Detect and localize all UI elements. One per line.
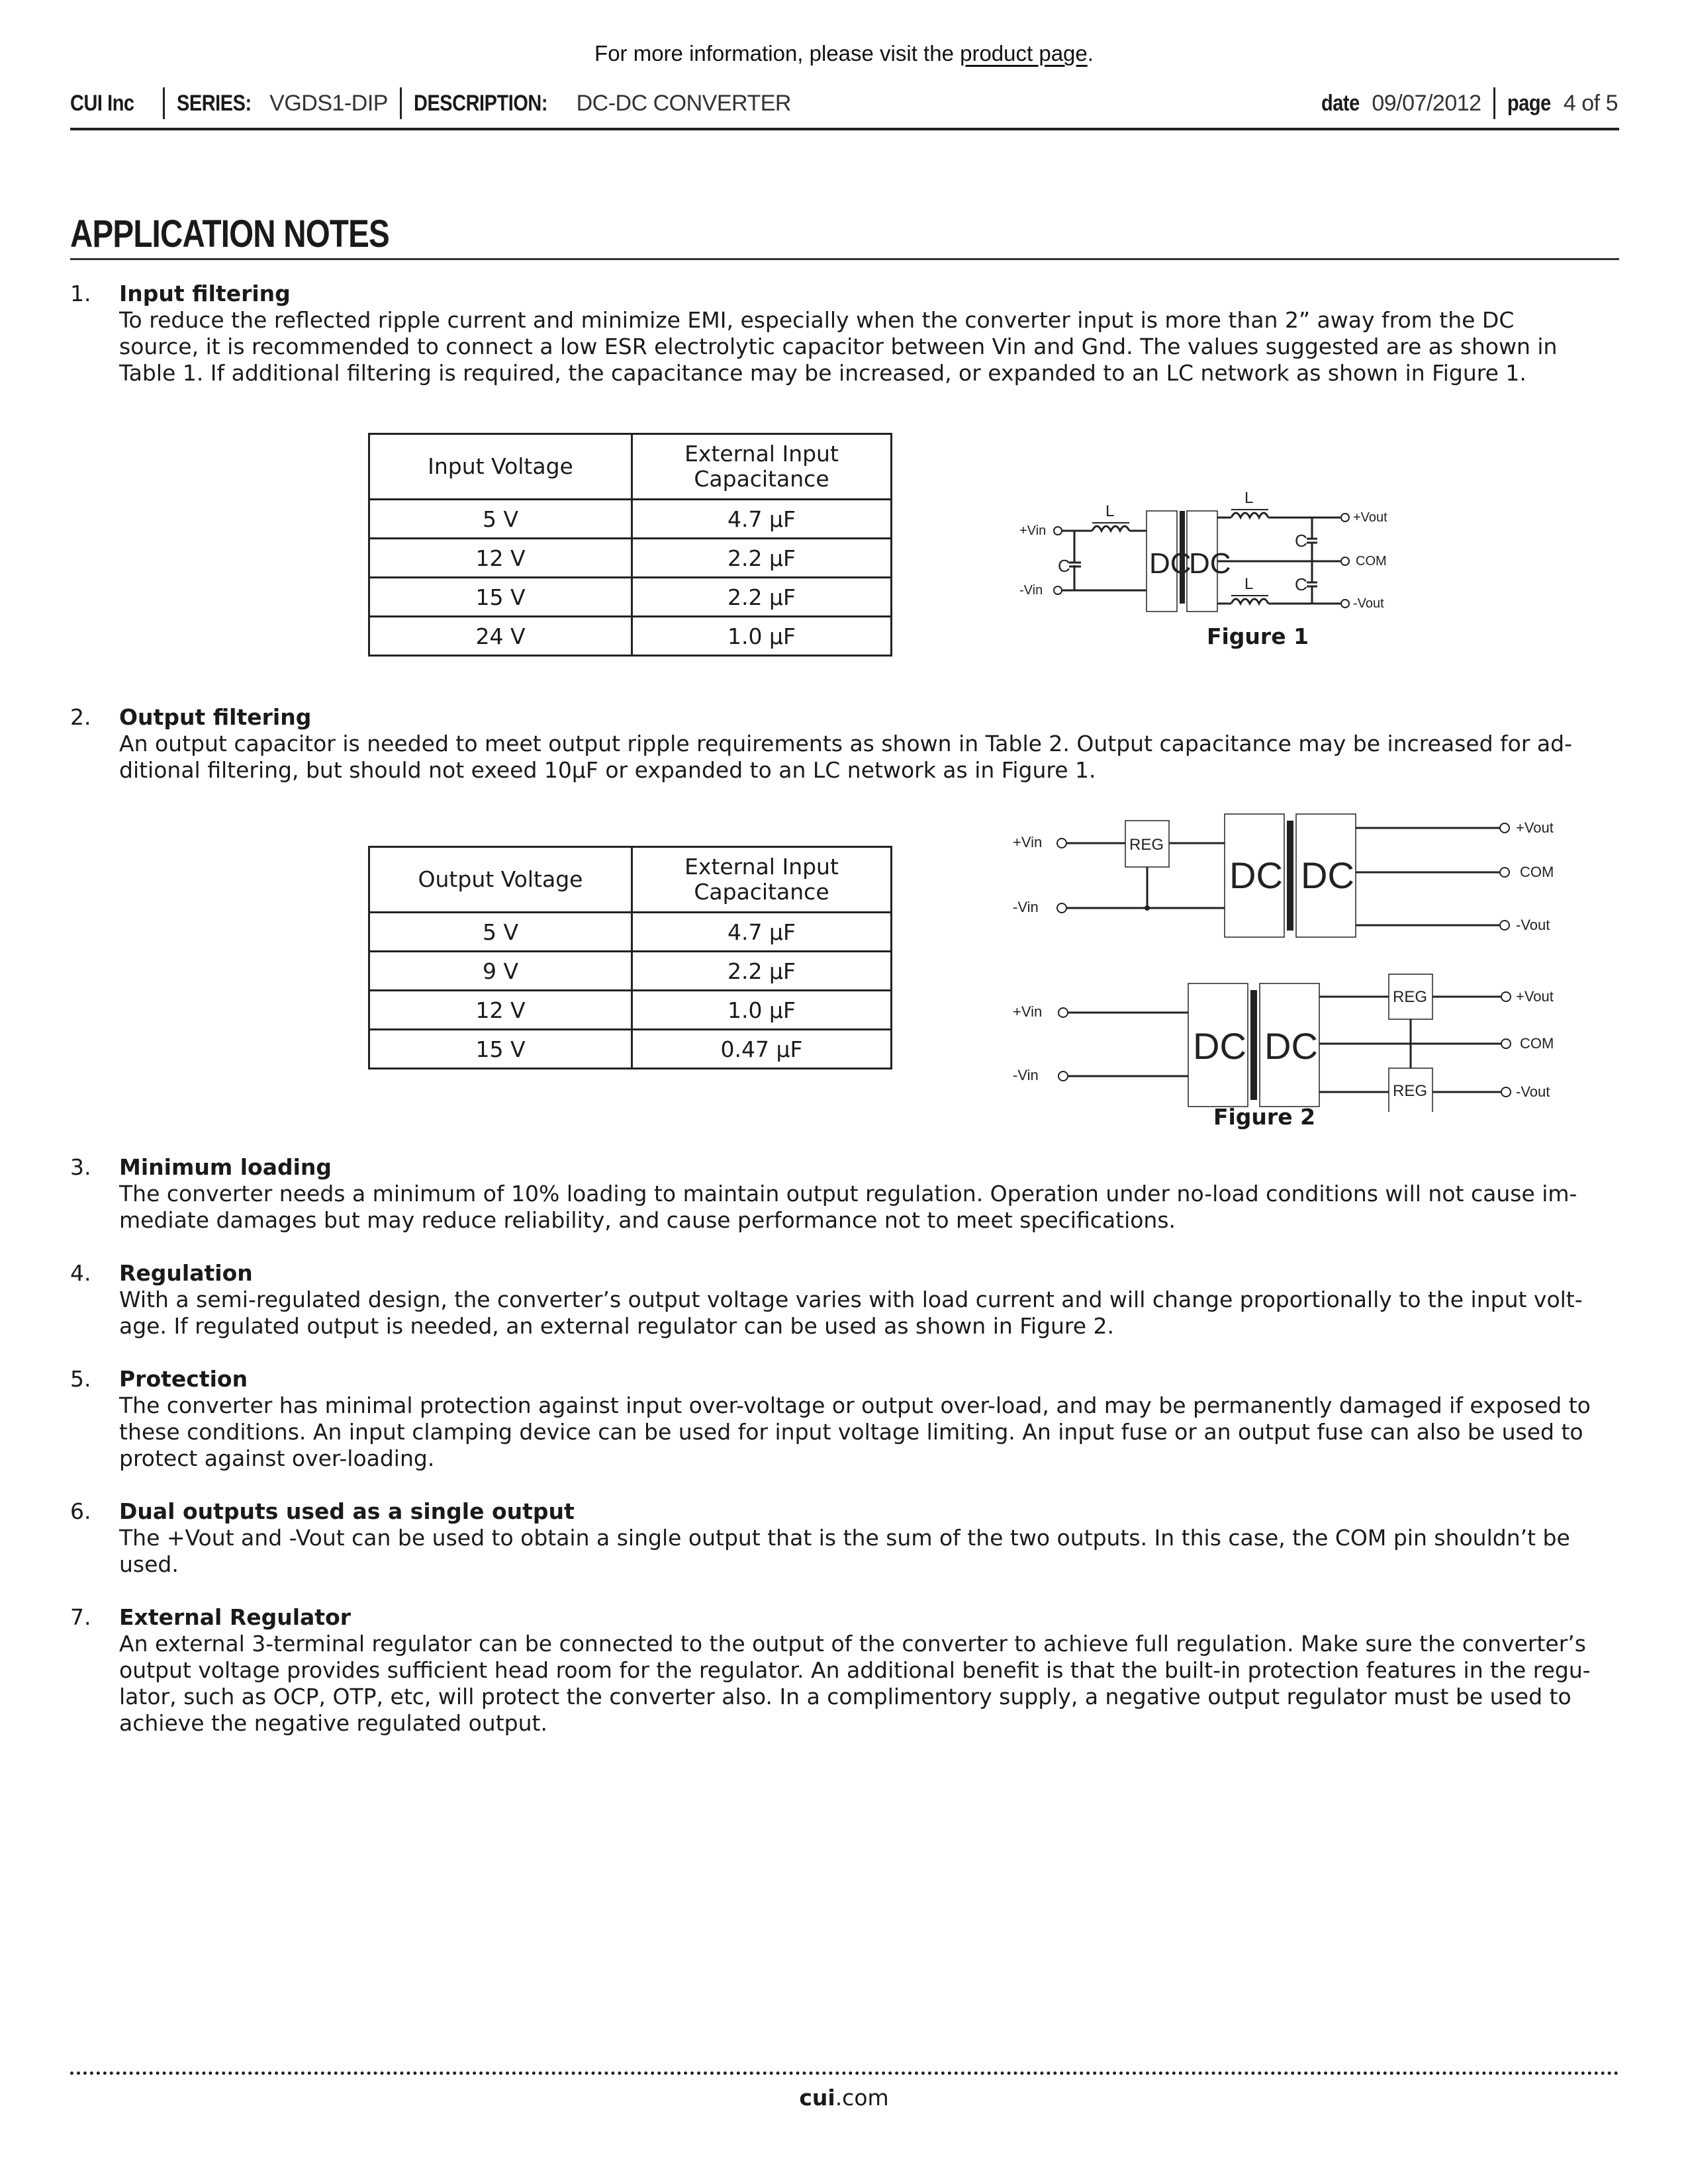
voltage-cell: 9 V [369,952,632,991]
series-label: SERIES: [176,90,252,116]
terminal-icon [1500,823,1509,833]
inductor-icon [1092,526,1129,531]
header-divider [400,87,402,119]
capacitance-cell: 2.2 µF [632,952,892,991]
vout-plus-label: +Vout [1516,988,1554,1005]
section-heading: Protection [119,1366,248,1392]
capacitance-cell: 1.0 µF [632,617,892,656]
table-row [369,539,892,578]
column-header: External Input Capacitance [632,434,892,500]
body-line: To reduce the reflected ripple current and minimize EMI, especially when the converter input is more than 2” away from the DC [119,307,1515,333]
inductor-label: L [1244,575,1254,593]
voltage-cell: 24 V [369,617,632,656]
dc-label: DC [1301,854,1354,896]
column-header: Input Voltage [369,434,632,500]
inductor-label: L [1105,502,1115,520]
column-header: External Input Capacitance [632,847,892,913]
body-line: lator, such as OCP, OTP, etc, will protect the converter also. In a complimentory supply, a negative output regulator must be used to [119,1684,1571,1709]
company-name: CUI Inc [70,90,134,116]
capacitance-cell: 0.47 µF [632,1030,892,1069]
voltage-cell: 5 V [369,913,632,952]
footer-domain[interactable]: .com [835,2085,889,2111]
terminal-icon [1501,1087,1511,1097]
figure-2-caption: Figure 2 [1213,1104,1316,1130]
vout-plus-label: +Vout [1516,819,1554,836]
voltage-cell: 5 V [369,500,632,539]
terminal-icon [1341,557,1349,565]
body-line: mediate damages but may reduce reliability, and cause performance not to meet specifications. [119,1207,1176,1233]
terminal-icon [1054,586,1062,594]
junction-dot [1145,905,1150,911]
section-heading: Dual outputs used as a single output [119,1498,575,1524]
section-body [119,1525,1619,1578]
section-body [119,731,1619,784]
terminal-icon [1054,527,1062,535]
capacitor-plates-icon [1069,563,1081,567]
vin-minus-label: -Vin [1019,583,1043,598]
footer-dotted-rule [70,2071,1619,2075]
note-prefix: For more information, please visit the [594,41,961,66]
section-number: 6. [70,1498,91,1524]
terminal-icon [1058,1071,1068,1081]
voltage-cell: 15 V [369,1030,632,1069]
vout-minus-label: -Vout [1516,917,1550,933]
dc-label: DC [1149,547,1192,580]
table-row [369,617,892,656]
body-line: An external 3-terminal regulator can be connected to the output of the converter to achieve full regulation. Make sure the converter’s [119,1631,1586,1657]
table-row [369,913,892,952]
reg-label: REG [1393,988,1428,1006]
terminal-icon [1058,1008,1068,1017]
body-line: age. If regulated output is needed, an external regulator can be used as shown in Figure 2. [119,1313,1114,1339]
page-label: page [1507,90,1551,116]
vout-minus-label: -Vout [1353,596,1384,611]
product-page-note [0,41,1688,66]
header-divider [1493,87,1495,119]
wire [1068,1013,1188,1076]
terminal-icon [1341,514,1349,522]
date-value: 09/07/2012 [1372,90,1481,116]
inductor-icon [1231,599,1268,604]
input-capacitance-table [368,433,892,657]
section-number: 3. [70,1154,91,1180]
table-row [369,1030,892,1069]
section-heading: Regulation [119,1260,253,1286]
section-body [119,1181,1619,1234]
section-number: 2. [70,704,91,730]
product-page-link[interactable]: product page [960,41,1088,66]
output-capacitance-table [368,846,892,1069]
terminal-icon [1500,868,1509,877]
inductor-icon [1231,513,1268,518]
com-label: COM [1356,554,1387,569]
terminal-icon [1501,992,1511,1001]
table-row [369,991,892,1030]
transformer-core [1250,990,1257,1100]
section-number: 4. [70,1260,91,1286]
body-line: protect against over-loading. [119,1445,435,1471]
column-header: Output Voltage [369,847,632,913]
body-line: Table 1. If additional filtering is required, the capacitance may be increased, or expanded to an LC network as shown in Figure 1. [119,360,1526,386]
body-line: used. [119,1551,179,1577]
terminal-icon [1057,839,1066,848]
footer-website [0,2085,1688,2111]
dc-label: DC [1189,547,1231,580]
header-divider [163,87,165,119]
table-header-row [369,847,892,913]
section-heading: External Regulator [119,1604,352,1630]
vout-minus-label: -Vout [1516,1083,1550,1100]
body-line: The +Vout and -Vout can be used to obtain a single output that is the sum of the two outputs. In this case, the COM pin shouldn’t be [119,1525,1570,1551]
section-body [119,307,1619,387]
capacitance-cell: 4.7 µF [632,913,892,952]
table-row [369,952,892,991]
figure-1-caption: Figure 1 [1206,623,1309,649]
section-number: 1. [70,281,91,306]
page-number: 4 of 5 [1563,90,1618,116]
document-header [70,87,1618,119]
dc-label: DC [1229,854,1283,896]
body-line: The converter has minimal protection against input over-voltage or output over-load, and may be permanently damaged if exposed to [119,1392,1591,1418]
footer-brand[interactable]: cui [799,2085,835,2111]
voltage-cell: 12 V [369,539,632,578]
vin-minus-label: -Vin [1013,1067,1039,1083]
dc-label: DC [1193,1025,1246,1067]
capacitor-label: C [1295,574,1307,594]
capacitance-cell: 4.7 µF [632,500,892,539]
body-line: An output capacitor is needed to meet output ripple requirements as shown in Table 2. Output capacitance may be increased for ad- [119,731,1572,756]
reg-label: REG [1393,1082,1428,1100]
vin-plus-label: +Vin [1013,1003,1043,1020]
page-title: APPLICATION NOTES [70,212,389,255]
body-line: With a semi-regulated design, the converter’s output voltage varies with load current and will change proportionally to the input volt- [119,1287,1583,1312]
table-row [369,578,892,617]
figure-2-regulator-diagram [1006,801,1589,1112]
terminal-icon [1500,921,1509,930]
capacitor-label: C [1058,556,1070,576]
com-label: COM [1520,864,1554,880]
section-heading: Minimum loading [119,1154,332,1180]
voltage-cell: 12 V [369,991,632,1030]
capacitance-cell: 2.2 µF [632,539,892,578]
capacitor-label: C [1295,531,1307,551]
section-heading: Output filtering [119,704,312,730]
body-line: ditional filtering, but should not exeed 10µF or expanded to an LC network as in Figure 1. [119,757,1096,783]
section-body [119,1287,1619,1340]
body-line: The converter needs a minimum of 10% loading to maintain output regulation. Operation under no-load conditions will not cause im- [119,1181,1577,1206]
vin-plus-label: +Vin [1013,834,1043,850]
terminal-icon [1341,600,1349,608]
terminal-icon [1501,1039,1511,1048]
dc-label: DC [1264,1025,1318,1067]
vout-plus-label: +Vout [1353,510,1387,525]
transformer-core [1287,821,1293,931]
note-suffix: . [1087,41,1094,66]
section-heading: Input filtering [119,281,291,306]
voltage-cell: 15 V [369,578,632,617]
section-body [119,1631,1619,1737]
terminal-icon [1057,903,1066,913]
table-row [369,500,892,539]
com-label: COM [1520,1035,1554,1052]
body-line: source, it is recommended to connect a low ESR electrolytic capacitor between Vin and Gnd. The values suggested are as shown in [119,334,1558,359]
reg-label: REG [1129,836,1164,854]
capacitance-cell: 2.2 µF [632,578,892,617]
wire [1356,828,1500,925]
date-label: date [1321,90,1360,116]
section-number: 5. [70,1366,91,1392]
vin-minus-label: -Vin [1013,899,1039,915]
header-rule [70,128,1619,130]
section-body [119,1392,1619,1472]
title-rule [70,258,1619,260]
inductor-label: L [1244,489,1254,507]
table-header-row [369,434,892,500]
section-number: 7. [70,1604,91,1630]
series-value: VGDS1-DIP [269,90,388,116]
body-line: output voltage provides sufficient head room for the regulator. An additional benefit is that the built-in protection features in the regu- [119,1657,1591,1683]
description-value: DC-DC CONVERTER [576,90,791,116]
description-label: DESCRIPTION: [413,90,547,116]
body-line: achieve the negative regulated output. [119,1710,547,1736]
vin-plus-label: +Vin [1019,523,1047,538]
body-line: these conditions. An input clamping device can be used for input voltage limiting. An input fuse or an output fuse can also be used to [119,1419,1583,1445]
capacitance-cell: 1.0 µF [632,991,892,1030]
figure-1-lc-filter-diagram [1006,483,1549,615]
